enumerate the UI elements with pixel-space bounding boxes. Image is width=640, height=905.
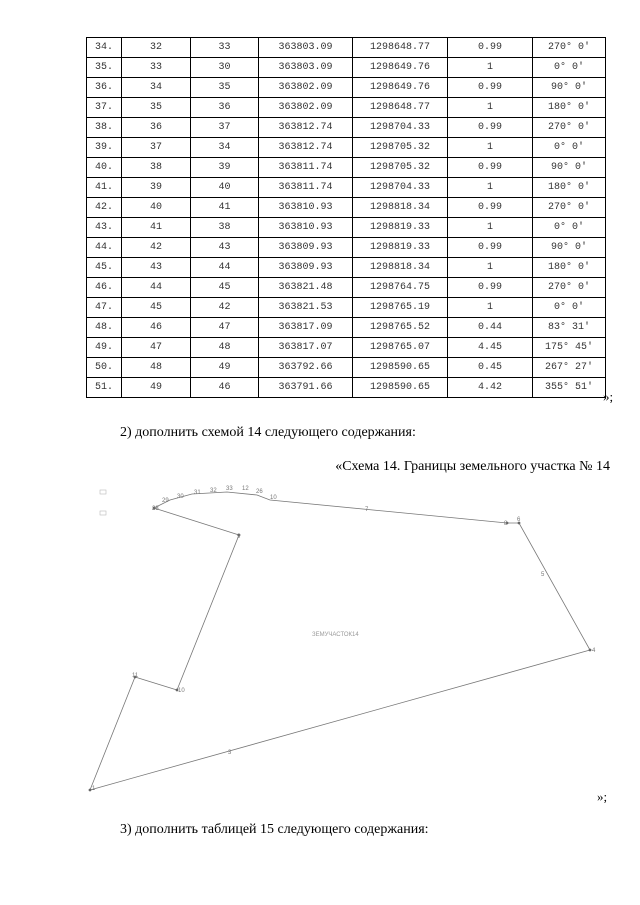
table-cell: 41.	[87, 178, 122, 198]
table-cell: 49	[122, 378, 191, 398]
table-cell: 43	[191, 238, 259, 258]
table-cell: 1298765.19	[353, 298, 448, 318]
table-cell: 363821.48	[259, 278, 353, 298]
table-cell: 35	[191, 78, 259, 98]
table-cell: 47.	[87, 298, 122, 318]
table-cell: 270° 0'	[533, 278, 606, 298]
table-cell: 1298818.34	[353, 198, 448, 218]
table-cell: 83° 31'	[533, 318, 606, 338]
table-cell: 1298649.76	[353, 58, 448, 78]
table-cell: 44	[122, 278, 191, 298]
table-cell: 34	[122, 78, 191, 98]
table-row	[87, 158, 606, 178]
vertex-labels	[92, 507, 596, 792]
table-cell: 46.	[87, 278, 122, 298]
scheme-closing-quote: »;	[597, 789, 608, 804]
vertex-label: 7	[365, 507, 369, 513]
table-cell: 1298764.75	[353, 278, 448, 298]
table-cell: 180° 0'	[533, 258, 606, 278]
table-row	[87, 238, 606, 258]
table-cell: 34.	[87, 38, 122, 58]
table-cell: 35.	[87, 58, 122, 78]
point-label: 30	[177, 494, 184, 500]
table-cell: 180° 0'	[533, 178, 606, 198]
table-row	[87, 318, 606, 338]
point-label: 29	[162, 498, 169, 504]
table-cell: 1298704.33	[353, 118, 448, 138]
table-cell: 0.44	[448, 318, 533, 338]
table-cell: 0° 0'	[533, 58, 606, 78]
table-cell: 270° 0'	[533, 198, 606, 218]
table-cell: 37	[122, 138, 191, 158]
table-row	[87, 38, 606, 58]
table-cell: 47	[122, 338, 191, 358]
table-cell: 39.	[87, 138, 122, 158]
table-cell: 0° 0'	[533, 138, 606, 158]
table-cell: 43.	[87, 218, 122, 238]
table-cell: 36	[191, 98, 259, 118]
table-row	[87, 78, 606, 98]
table-cell: 42	[191, 298, 259, 318]
table-cell: 1298590.65	[353, 378, 448, 398]
table-cell: 48.	[87, 318, 122, 338]
table-cell: 363810.93	[259, 218, 353, 238]
table-cell: 1298648.77	[353, 38, 448, 58]
table-cell: 1	[448, 258, 533, 278]
table-cell: 267° 27'	[533, 358, 606, 378]
vertex-label: 4	[592, 648, 596, 654]
table-cell: 363802.09	[259, 98, 353, 118]
table-row	[87, 338, 606, 358]
table-cell: 363809.93	[259, 238, 353, 258]
point-label: 32	[210, 488, 217, 494]
table-cell: 180° 0'	[533, 98, 606, 118]
table-cell: 1298704.33	[353, 178, 448, 198]
plot-boundary	[90, 492, 590, 790]
table-cell: 45	[122, 298, 191, 318]
table-cell: 175° 45'	[533, 338, 606, 358]
table-row	[87, 138, 606, 158]
table-cell: 1	[448, 218, 533, 238]
table-cell: 48	[191, 338, 259, 358]
table-cell: 32	[122, 38, 191, 58]
table-cell: 40.	[87, 158, 122, 178]
table-cell: 363802.09	[259, 78, 353, 98]
table-cell: 44	[191, 258, 259, 278]
table-row	[87, 258, 606, 278]
vertex-points	[89, 507, 592, 792]
table-cell: 363803.09	[259, 58, 353, 78]
table-cell: 40	[191, 178, 259, 198]
point-label: 12	[242, 486, 249, 492]
table-row	[87, 358, 606, 378]
table-cell: 39	[122, 178, 191, 198]
table-cell: 0.99	[448, 238, 533, 258]
vertex-label: 5	[541, 572, 545, 578]
table-cell: 363812.74	[259, 138, 353, 158]
table-cell: 363817.07	[259, 338, 353, 358]
table-cell: 1298705.32	[353, 158, 448, 178]
table-cell: 1	[448, 58, 533, 78]
table-row	[87, 98, 606, 118]
table-row	[87, 178, 606, 198]
table-row	[87, 278, 606, 298]
table-cell: 46	[122, 318, 191, 338]
scheme-caption: «Схема 14. Границы земельного участка № 14	[335, 459, 610, 474]
table-cell: 90° 0'	[533, 238, 606, 258]
table-cell: 0.99	[448, 198, 533, 218]
table-row	[87, 298, 606, 318]
vertex-label: 3	[228, 750, 232, 756]
table-cell: 355° 51'	[533, 378, 606, 398]
point-label: 33	[226, 486, 233, 492]
table-cell: 1298765.52	[353, 318, 448, 338]
table-cell: 0.45	[448, 358, 533, 378]
land-plot-scheme	[82, 478, 600, 800]
table-cell: 49.	[87, 338, 122, 358]
table-cell: 363792.66	[259, 358, 353, 378]
table-cell: 41	[191, 198, 259, 218]
point-label: 10	[270, 495, 277, 501]
table-cell: 1	[448, 178, 533, 198]
table-cell: 270° 0'	[533, 118, 606, 138]
plot-center-label: ЗЕМУЧАСТОК14	[312, 632, 359, 638]
vertex-label: 11	[132, 673, 139, 679]
table-cell: 1	[448, 138, 533, 158]
table-cell: 43	[122, 258, 191, 278]
table-cell: 34	[191, 138, 259, 158]
vertex-label: 8	[504, 521, 508, 527]
table-cell: 363811.74	[259, 158, 353, 178]
table-cell: 1	[448, 298, 533, 318]
table-cell: 1298819.33	[353, 238, 448, 258]
table-cell: 0.99	[448, 278, 533, 298]
table-cell: 50.	[87, 358, 122, 378]
table-cell: 1298765.07	[353, 338, 448, 358]
table-cell: 36	[122, 118, 191, 138]
table-cell: 48	[122, 358, 191, 378]
vertex-label: 9	[237, 534, 241, 540]
table-cell: 1298649.76	[353, 78, 448, 98]
table-cell: 41	[122, 218, 191, 238]
table-cell: 38	[122, 158, 191, 178]
table-cell: 49	[191, 358, 259, 378]
table-cell: 45.	[87, 258, 122, 278]
table-row	[87, 118, 606, 138]
table-cell: 0.99	[448, 78, 533, 98]
table-cell: 35	[122, 98, 191, 118]
margin-marks	[100, 490, 106, 515]
table-cell: 1298590.65	[353, 358, 448, 378]
table-cell: 0.99	[448, 118, 533, 138]
table-row	[87, 198, 606, 218]
boundary-line	[90, 492, 590, 790]
table-cell: 363803.09	[259, 38, 353, 58]
table-cell: 363821.53	[259, 298, 353, 318]
table-cell: 38	[191, 218, 259, 238]
table-cell: 270° 0'	[533, 38, 606, 58]
point-label: 26	[256, 489, 263, 495]
paragraph-item-3: 3) дополнить таблицей 15 следующего содержания:	[120, 822, 429, 837]
table-cell: 37	[191, 118, 259, 138]
point-label: 28	[152, 506, 159, 512]
table-cell: 36.	[87, 78, 122, 98]
table-closing-quote: »;	[603, 389, 614, 404]
table-cell: 1298818.34	[353, 258, 448, 278]
table-cell: 38.	[87, 118, 122, 138]
table-cell: 90° 0'	[533, 158, 606, 178]
table-cell: 1298648.77	[353, 98, 448, 118]
table-cell: 47	[191, 318, 259, 338]
table-cell: 44.	[87, 238, 122, 258]
table-cell: 0.99	[448, 158, 533, 178]
table-row	[87, 218, 606, 238]
table-cell: 90° 0'	[533, 78, 606, 98]
table-cell: 33	[122, 58, 191, 78]
table-cell: 4.45	[448, 338, 533, 358]
vertex-label: 6	[517, 517, 521, 523]
table-cell: 39	[191, 158, 259, 178]
table-cell: 42	[122, 238, 191, 258]
table-cell: 363811.74	[259, 178, 353, 198]
table-cell: 0° 0'	[533, 298, 606, 318]
top-cluster-labels	[152, 486, 277, 512]
table-cell: 363817.09	[259, 318, 353, 338]
table-cell: 363791.66	[259, 378, 353, 398]
table-cell: 30	[191, 58, 259, 78]
table-cell: 363809.93	[259, 258, 353, 278]
table-row	[87, 378, 606, 398]
vertex-label: 1	[92, 786, 96, 792]
point-label: 31	[194, 490, 201, 496]
table-cell: 0° 0'	[533, 218, 606, 238]
table-cell: 1298819.33	[353, 218, 448, 238]
table-cell: 1	[448, 98, 533, 118]
table-cell: 46	[191, 378, 259, 398]
table-cell: 42.	[87, 198, 122, 218]
table-cell: 45	[191, 278, 259, 298]
table-row	[87, 58, 606, 78]
coordinates-table	[86, 37, 606, 398]
table-cell: 363810.93	[259, 198, 353, 218]
table-cell: 40	[122, 198, 191, 218]
table-cell: 4.42	[448, 378, 533, 398]
table-cell: 37.	[87, 98, 122, 118]
paragraph-item-2: 2) дополнить схемой 14 следующего содержания:	[120, 425, 416, 440]
table-cell: 0.99	[448, 38, 533, 58]
table-cell: 51.	[87, 378, 122, 398]
table-cell: 33	[191, 38, 259, 58]
table-cell: 1298705.32	[353, 138, 448, 158]
table-cell: 363812.74	[259, 118, 353, 138]
vertex-label: 10	[178, 688, 185, 694]
